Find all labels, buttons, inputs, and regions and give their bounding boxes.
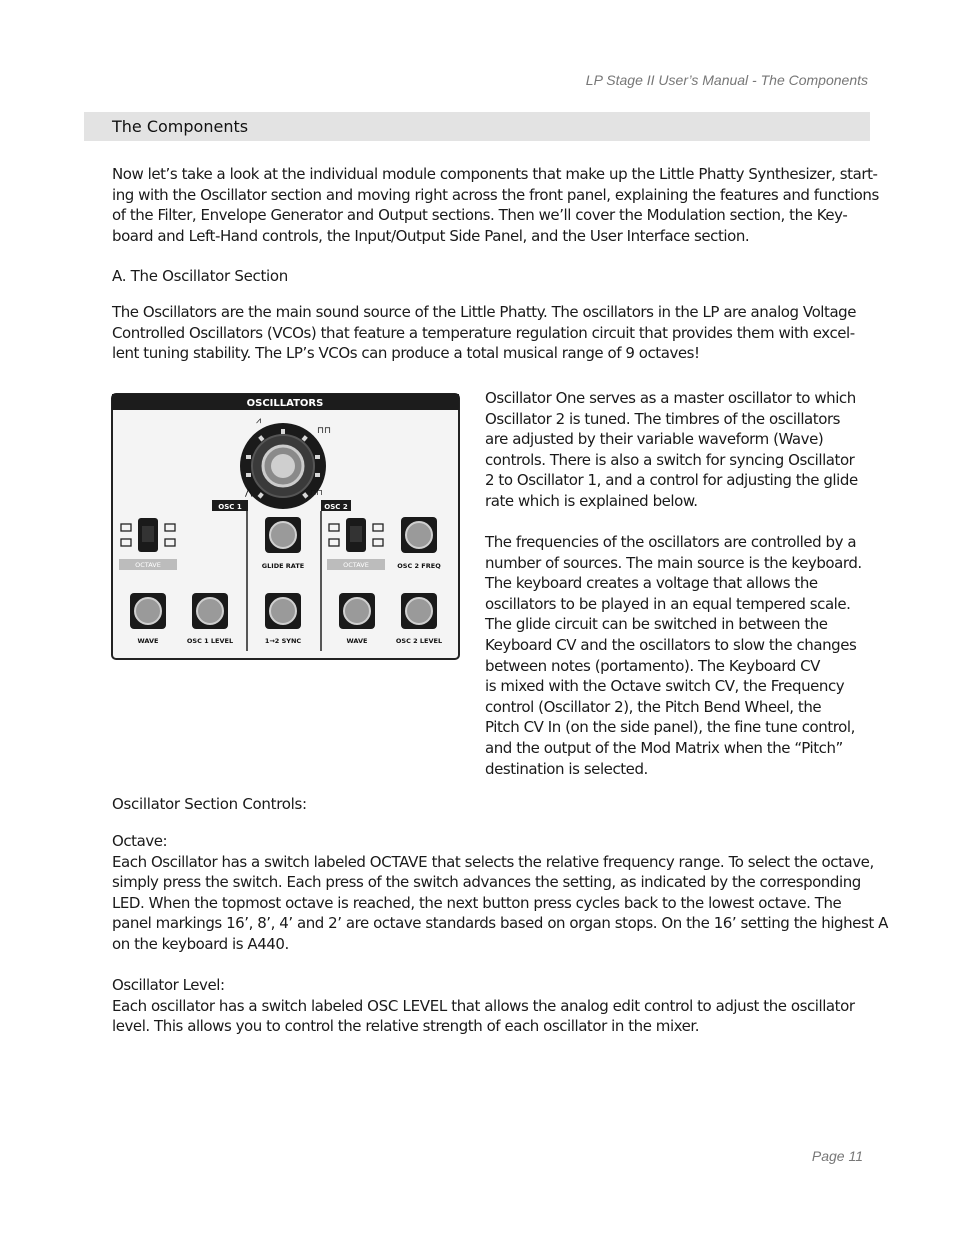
wave-label: WAVE	[137, 637, 159, 645]
text-line: are adjusted by their variable waveform (Wave)	[485, 430, 824, 449]
text-line: simply press the switch. Each press of the switch advances the setting, as indicated by the corresponding	[112, 873, 861, 892]
intro-paragraph	[112, 164, 879, 246]
osc2-level-button	[396, 593, 442, 645]
octave-paragraph	[112, 831, 888, 955]
glide-rate-label: GLIDE RATE	[261, 562, 305, 570]
text-line: board and Left-Hand controls, the Input/Output Side Panel, and the User Interface section.	[112, 226, 750, 245]
text-segment: that allows the analog edit control to adjust the oscillator	[446, 996, 855, 1015]
osc-level-paragraph	[112, 975, 855, 1037]
osc2-level-label: OSC 2 LEVEL	[395, 637, 443, 645]
text-line: destination is selected.	[485, 759, 648, 778]
oscillator-section-heading: A. The Oscillator Section	[112, 267, 288, 285]
svg-text:⊓⊓: ⊓⊓	[310, 488, 323, 497]
sync-button	[265, 593, 302, 645]
text-line: The Oscillators are the main sound source of the Little Phatty. The oscillators in the LP are analog Voltage	[112, 303, 857, 321]
text-line: lent tuning stability. The LP’s VCOs can produce a total musical range of 9 octaves!	[112, 344, 700, 363]
text-line: between notes (portamento). The Keyboard CV	[485, 656, 820, 675]
text-line: The frequencies of the oscillators are controlled by a	[485, 533, 857, 551]
osc2-freq-button	[397, 517, 441, 570]
osc-level-keyword: OSC LEVEL	[367, 996, 447, 1015]
text-segment: Each Oscillator has a switch labeled	[112, 852, 370, 871]
osc1-level-label: OSC 1 LEVEL	[186, 637, 234, 645]
text-line: Now let’s take a look at the individual module components that make up the Little Phatty Synthesizer, start-	[112, 165, 878, 183]
right-paragraph-2	[485, 532, 862, 779]
oscillator-panel-image	[111, 393, 461, 661]
text-line: Pitch CV In (on the side panel), the fine tune control,	[485, 718, 855, 737]
text-line: panel markings 16’, 8’, 4’ and 2’ are octave standards based on organ stops. On the 16’ setting the highest A	[112, 914, 888, 933]
text-line	[112, 996, 855, 1017]
text-segment: Each oscillator has a switch labeled	[112, 996, 368, 1015]
oscillator-intro-paragraph	[112, 302, 857, 364]
section-title: The Components	[112, 117, 249, 136]
text-line: The glide circuit can be switched in between the	[485, 615, 828, 634]
osc1-level-button	[187, 593, 233, 645]
octave-label: OCTAVE	[135, 561, 161, 569]
osc2-freq-label: OSC 2 FREQ	[397, 562, 441, 570]
text-line: Keyboard CV and the oscillators to slow the changes	[485, 635, 857, 654]
text-line: control (Oscillator 2), the Pitch Bend Wheel, the	[485, 697, 822, 716]
osc-level-title: Oscillator Level:	[112, 976, 225, 994]
wave-label-osc2: WAVE	[346, 637, 368, 645]
text-line: controls. There is also a switch for syncing Oscillator	[485, 450, 855, 469]
svg-text:⋀: ⋀	[245, 488, 253, 498]
text-line: LED. When the topmost octave is reached, the next button press cycles back to the lowest octave. The	[112, 893, 842, 912]
text-line	[112, 852, 874, 873]
controls-heading: Oscillator Section Controls:	[112, 795, 307, 813]
octave-title: Octave:	[112, 832, 168, 850]
text-line: level. This allows you to control the relative strength of each oscillator in the mixer.	[112, 1017, 700, 1036]
sync-label: 1→2 SYNC	[264, 637, 302, 645]
text-line: The keyboard creates a voltage that allows the	[485, 574, 818, 593]
text-line: on the keyboard is A440.	[112, 934, 289, 953]
svg-text:⊓⊓: ⊓⊓	[317, 426, 332, 436]
right-paragraph-1	[485, 388, 858, 512]
text-line: ing with the Oscillator section and moving right across the front panel, explaining the features and functions	[112, 185, 879, 204]
running-header: LP Stage II User’s Manual - The Components	[585, 72, 868, 88]
text-line: 2 to Oscillator 1, and a control for adjusting the glide	[485, 471, 858, 490]
page-number: Page 11	[811, 1148, 863, 1164]
text-line: and the output of the Mod Matrix when the “Pitch”	[485, 738, 843, 757]
glide-rate-button	[262, 517, 304, 570]
octave-keyword: OCTAVE	[369, 852, 428, 871]
octave-label-osc2: OCTAVE	[343, 561, 369, 569]
panel-title: OSCILLATORS	[246, 398, 324, 409]
text-line: oscillators to be played in an equal tempered scale.	[485, 594, 851, 613]
text-line: Controlled Oscillators (VCOs) that feature a temperature regulation circuit that provides them with excel-	[112, 323, 855, 342]
section-title-bar	[84, 112, 870, 141]
text-line: rate which is explained below.	[485, 491, 698, 510]
text-line: number of sources. The main source is the keyboard.	[485, 553, 862, 572]
text-segment: that selects the relative frequency range. To select the octave,	[427, 852, 874, 871]
text-line: Oscillator One serves as a master oscillator to which	[485, 389, 856, 407]
svg-text:⩘: ⩘	[256, 416, 262, 426]
text-line: Oscillator 2 is tuned. The timbres of the oscillators	[485, 409, 841, 428]
text-line: of the Filter, Envelope Generator and Output sections. Then we’ll cover the Modulation section, the Key-	[112, 206, 848, 225]
osc1-tag: OSC 1	[218, 503, 242, 511]
osc2-tag: OSC 2	[324, 503, 348, 511]
text-line: is mixed with the Octave switch CV, the Frequency	[485, 677, 845, 696]
